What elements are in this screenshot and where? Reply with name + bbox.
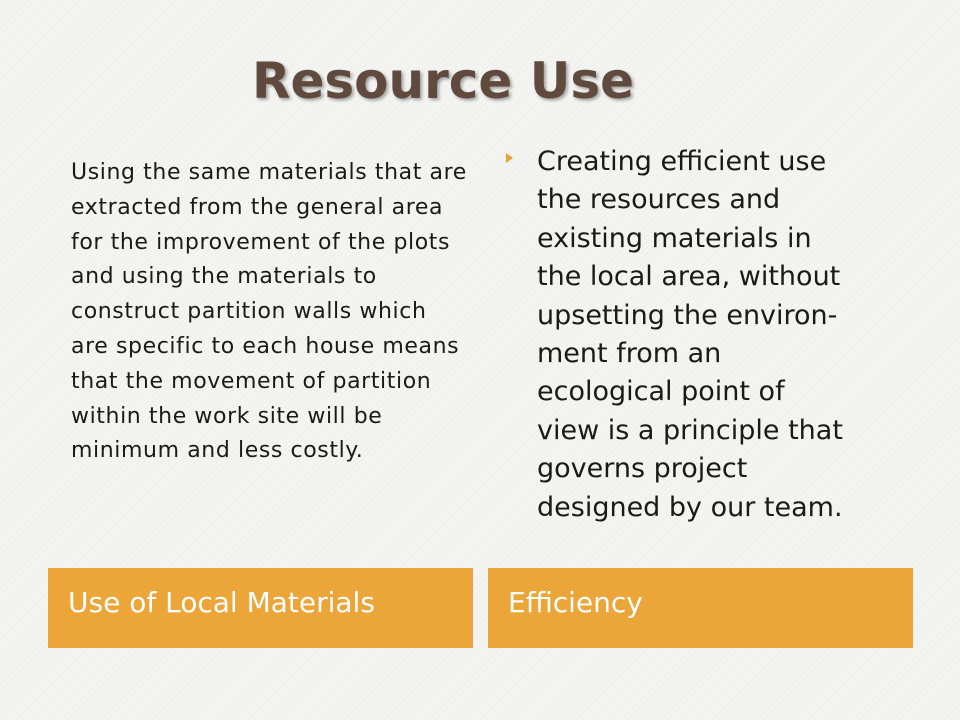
local-materials-label: Use of Local Materials	[48, 568, 473, 648]
local-materials-text: Using the same materials that are extracted from the general area for the improvement of the plots and using the materials to construct partition walls which are specific to each house means that the movement of partition within the work site will be minimum and less costly.	[71, 160, 467, 464]
efficiency-text: Creating efficient use the resources and existing materials in the local area, without upsetting the environ- ment from an ecological point of view is a principle that governs project designed by our team.	[537, 146, 843, 523]
triangle-bullet-icon	[506, 153, 513, 163]
efficiency-label: Efficiency	[488, 568, 913, 648]
slide-title: Resource Use	[252, 52, 635, 110]
efficiency-bullet	[506, 143, 906, 527]
